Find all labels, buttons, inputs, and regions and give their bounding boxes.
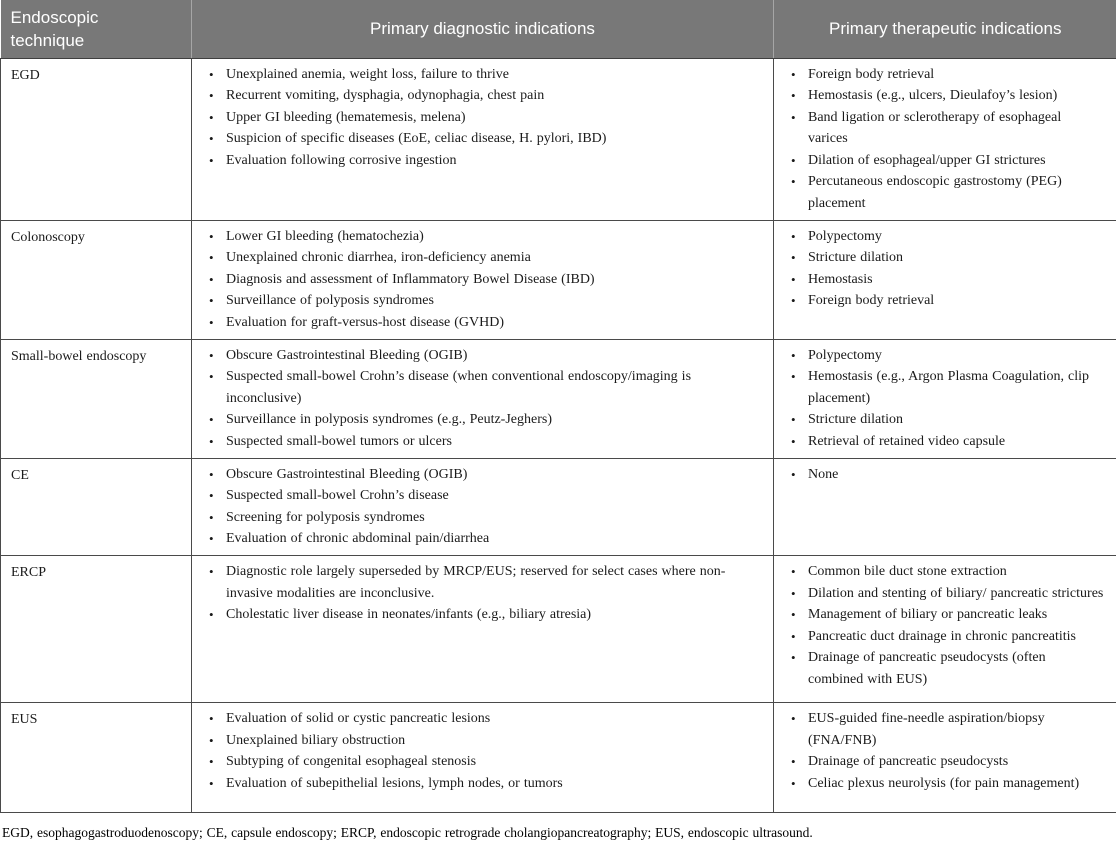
table-body (1, 58, 1116, 812)
bullet-item: • Hemostasis (788, 269, 1104, 291)
bullet-list (782, 561, 1108, 691)
bullet-item: • Foreign body retrieval (788, 64, 1104, 86)
bullet-item: • Unexplained biliary obstruction (206, 730, 761, 752)
technique-cell: ERCP (1, 555, 192, 702)
bullet-item: • Celiac plexus neurolysis (for pain management) (788, 773, 1104, 795)
bullet-item: • Lower GI bleeding (hematochezia) (206, 226, 761, 248)
therapeutic-cell (774, 220, 1116, 339)
bullet-list (782, 345, 1108, 453)
bullet-item: • Diagnosis and assessment of Inflammatory Bowel Disease (IBD) (206, 269, 761, 291)
therapeutic-cell (774, 339, 1116, 458)
table-row-egd (1, 58, 1116, 220)
header-diagnostic-indications: Primary diagnostic indications (192, 0, 774, 58)
bullet-item: • Drainage of pancreatic pseudocysts (788, 751, 1104, 773)
therapeutic-cell (774, 555, 1116, 702)
bullet-item: • Common bile duct stone extraction (788, 561, 1104, 583)
bullet-item: • Subtyping of congenital esophageal stenosis (206, 751, 761, 773)
bullet-item: • Evaluation of subepithelial lesions, lymph nodes, or tumors (206, 773, 761, 795)
bullet-item: • Dilation and stenting of biliary/ pancreatic strictures (788, 583, 1104, 605)
diagnostic-cell (192, 220, 774, 339)
technique-cell: Small-bowel endoscopy (1, 339, 192, 458)
bullet-list (200, 464, 765, 550)
table-row-ercp (1, 555, 1116, 702)
header-row (1, 0, 1116, 58)
bullet-item: • Cholestatic liver disease in neonates/infants (e.g., biliary atresia) (206, 604, 761, 626)
header-endoscopic-technique-label: Endoscopic technique (11, 6, 131, 52)
diagnostic-cell (192, 458, 774, 555)
bullet-list (782, 708, 1108, 794)
technique-cell: EUS (1, 702, 192, 812)
bullet-item: • Foreign body retrieval (788, 290, 1104, 312)
table-row-small-bowel (1, 339, 1116, 458)
bullet-list (200, 708, 765, 794)
diagnostic-cell (192, 339, 774, 458)
bullet-item: • Diagnostic role largely superseded by MRCP/EUS; reserved for select cases where non-invasive modalities are inconclusive. (206, 561, 761, 604)
bullet-item: • Polypectomy (788, 226, 1104, 248)
bullet-list (782, 464, 1108, 486)
bullet-item: • Band ligation or sclerotherapy of esophageal varices (788, 107, 1104, 150)
table-header (1, 0, 1116, 58)
abbreviations-footnote: EGD, esophagogastroduodenoscopy; CE, capsule endoscopy; ERCP, endoscopic retrograde cholangiopancreatography; EUS, endoscopic ultrasound. (0, 813, 1116, 841)
table-row-eus (1, 702, 1116, 812)
technique-cell: Colonoscopy (1, 220, 192, 339)
bullet-item: • Unexplained chronic diarrhea, iron-deficiency anemia (206, 247, 761, 269)
bullet-item: • Evaluation of solid or cystic pancreatic lesions (206, 708, 761, 730)
therapeutic-cell (774, 458, 1116, 555)
table-row-ce (1, 458, 1116, 555)
bullet-item: • Suspected small-bowel Crohn’s disease (206, 485, 761, 507)
bullet-item: • Pancreatic duct drainage in chronic pancreatitis (788, 626, 1104, 648)
bullet-item: • Recurrent vomiting, dysphagia, odynophagia, chest pain (206, 85, 761, 107)
bullet-list (782, 64, 1108, 215)
bullet-item: • Obscure Gastrointestinal Bleeding (OGIB) (206, 345, 761, 367)
bullet-item: • Hemostasis (e.g., ulcers, Dieulafoy’s lesion) (788, 85, 1104, 107)
bullet-item: • Stricture dilation (788, 409, 1104, 431)
bullet-item: • Percutaneous endoscopic gastrostomy (PEG) placement (788, 171, 1104, 214)
bullet-item: • Polypectomy (788, 345, 1104, 367)
header-endoscopic-technique (1, 0, 192, 58)
bullet-item: • Surveillance of polyposis syndromes (206, 290, 761, 312)
bullet-item: • Dilation of esophageal/upper GI strictures (788, 150, 1104, 172)
bullet-item: • Suspected small-bowel tumors or ulcers (206, 431, 761, 453)
technique-cell: CE (1, 458, 192, 555)
bullet-list (200, 226, 765, 334)
bullet-list (200, 345, 765, 453)
therapeutic-cell (774, 702, 1116, 812)
bullet-item: • Suspicion of specific diseases (EoE, celiac disease, H. pylori, IBD) (206, 128, 761, 150)
bullet-list (782, 226, 1108, 312)
bullet-item: • Evaluation of chronic abdominal pain/diarrhea (206, 528, 761, 550)
bullet-item: • Obscure Gastrointestinal Bleeding (OGIB) (206, 464, 761, 486)
bullet-item: • EUS-guided fine-needle aspiration/biopsy (FNA/FNB) (788, 708, 1104, 751)
bullet-item: • Stricture dilation (788, 247, 1104, 269)
bullet-item: • Management of biliary or pancreatic leaks (788, 604, 1104, 626)
therapeutic-cell (774, 58, 1116, 220)
bullet-item: • Surveillance in polyposis syndromes (e.g., Peutz-Jeghers) (206, 409, 761, 431)
bullet-item: • Retrieval of retained video capsule (788, 431, 1104, 453)
diagnostic-cell (192, 58, 774, 220)
bullet-item: • Evaluation for graft-versus-host disease (GVHD) (206, 312, 761, 334)
diagnostic-cell (192, 555, 774, 702)
bullet-item: • None (788, 464, 1104, 486)
bullet-item: • Upper GI bleeding (hematemesis, melena) (206, 107, 761, 129)
bullet-item: • Evaluation following corrosive ingestion (206, 150, 761, 172)
bullet-item: • Screening for polyposis syndromes (206, 507, 761, 529)
bullet-item: • Drainage of pancreatic pseudocysts (often combined with EUS) (788, 647, 1104, 690)
bullet-item: • Suspected small-bowel Crohn’s disease (when conventional endoscopy/imaging is inconclusive) (206, 366, 761, 409)
bullet-item: • Unexplained anemia, weight loss, failure to thrive (206, 64, 761, 86)
technique-cell: EGD (1, 58, 192, 220)
bullet-list (200, 64, 765, 172)
bullet-item: • Hemostasis (e.g., Argon Plasma Coagulation, clip placement) (788, 366, 1104, 409)
header-therapeutic-indications: Primary therapeutic indications (774, 0, 1116, 58)
table-row-colonoscopy (1, 220, 1116, 339)
bullet-list (200, 561, 765, 626)
diagnostic-cell (192, 702, 774, 812)
